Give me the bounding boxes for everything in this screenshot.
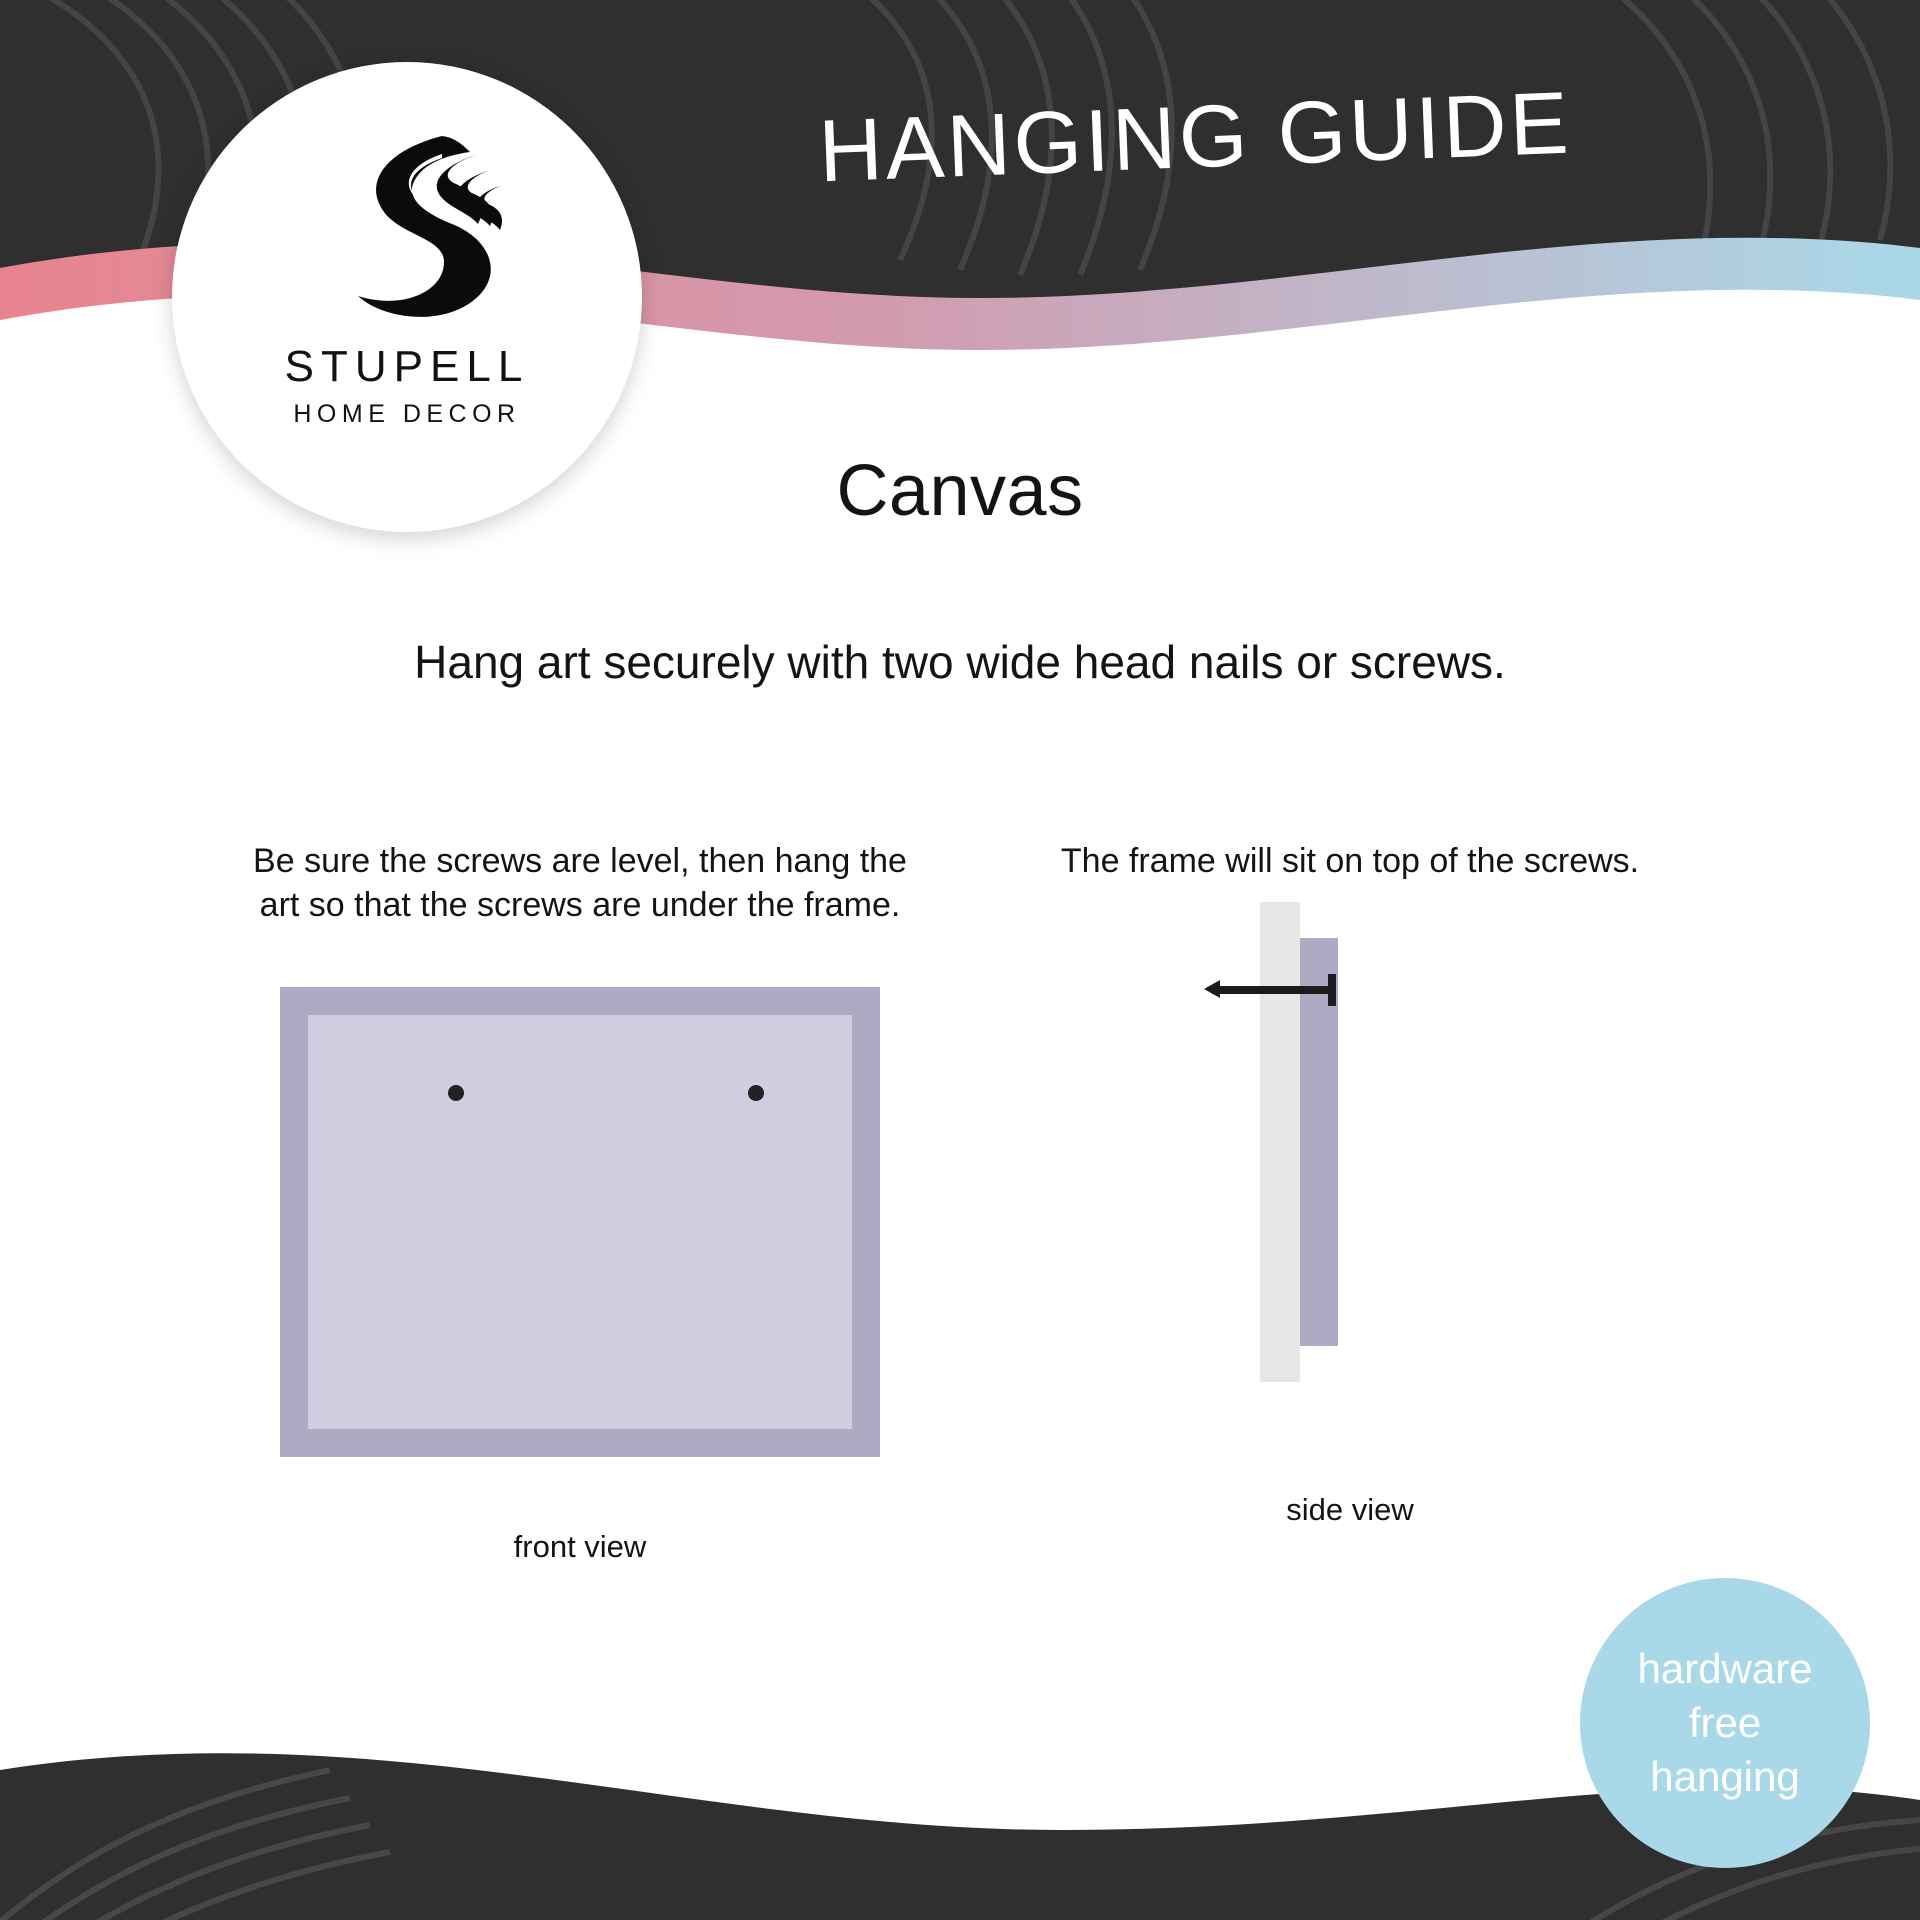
logo-brand-name: STUPELL [284,342,530,391]
side-view-label: side view [1286,1491,1414,1527]
nail-head-icon [1328,974,1336,1006]
canvas-face [308,1015,852,1429]
side-view-panel [1040,840,1660,1528]
badge-line-1: hardware [1637,1645,1813,1693]
brand-logo [172,62,642,532]
nail-tip-icon [1204,980,1220,998]
badge-line-3: hanging [1650,1752,1800,1800]
side-view-caption: The frame will sit on top of the screws. [1060,842,1640,880]
screw-dot-right [748,1085,764,1101]
product-type-title: Canvas [836,451,1084,531]
canvas-front-view-icon [280,987,880,1457]
front-view-label: front view [513,1529,647,1565]
badge-line-2: free [1688,1699,1762,1747]
main-instruction-text: Hang art securely with two wide head nails or screws. [414,636,1506,688]
stupell-swirl-logo-icon [292,120,522,350]
screw-dot-left [448,1085,464,1101]
canvas-side-view-nail-icon [1190,902,1510,1452]
hardware-free-hanging-badge [1580,1578,1870,1868]
front-view-caption: Be sure the screws are level, then hang the art so that the screws are under the frame. [253,842,907,924]
nail-shaft-icon [1212,986,1332,994]
front-view-panel [250,840,910,1565]
logo-brand-subtitle: HOME DECOR [293,400,521,428]
wall-strip [1260,902,1300,1382]
page-title: HANGING GUIDE [816,72,1574,201]
